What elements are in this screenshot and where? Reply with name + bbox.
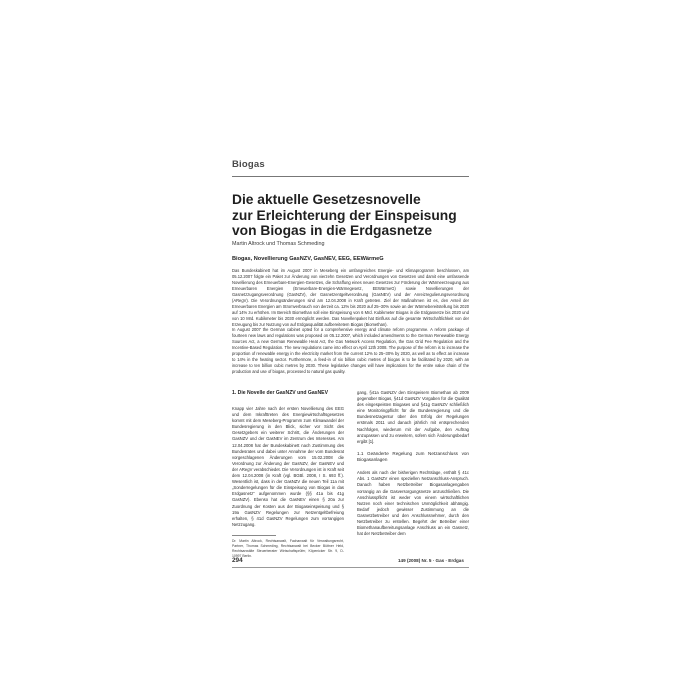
section-divider [232, 176, 469, 177]
body-paragraph: gang, §41a GasNZV den Einspeisern Biomethan ab 2009 gegenüber Biogas, §41d GasNZV Vorgaben für die Qualität des eingespeisten Biogases und §41g GasNZV schließlich eine Monitoringpflicht für die Bundesregierung und die Bundesnetzagentur über den Erfolg der Regelungen erstmals 2011 und danach jährlich mit entsprechenden Nachfolgen, wiederum mit der Aufgabe, den Auftrag anzupassen und zu erweitern, sofern sich Änderungsbedarf ergibt [1]. [357, 390, 469, 444]
article-keywords: Biogas, Novellierung GasNZV, GasNEV, EEG, EEWärmeG [232, 256, 384, 262]
page-number: 294 [232, 557, 243, 564]
body-column-right [357, 390, 469, 542]
title-line: Die aktuelle Gesetzesnovelle [232, 192, 421, 207]
body-paragraph: Knapp vier Jahre nach der ersten Novellierung des EEG und dem Inkrafttreten des Energiewirtschaftsgesetzes kommt mit dem Meseberg-Programm zum Klimawandel der Bundesregierung in den Blick, sicher vor Sicht des Gesetzgebers ein weiterer Schritt, die Änderungen der GasNZV und der GasNEV im Zentrum des Interesses. Am 12.04.2008 hat der Bundeskabinett nach Zustimmung des Bundesrates und dabei unter Annahme der vom Bundesrat vorgeschlagenen Änderungen vom 15.02.2008 die Verordnung zur Änderung der GasNZV, der GasNEV und der ARegV verabschiedet. Die Verordnungen ist in Kraft seit dem 12.04.2008 (in Kraft (vgl. BGBl. 2008, I S. 693 ff.). Wesentlich ist, dass in der GasNZV die neuen Teil 11a mit „Sonderregelungen für die Einspeisung von Biogas in das Erdgasnetz“ aufgenommen wurde (§§ 41a bis 41g GasNZV). Ebenso hat die GasNEV einen § 20a zur Zuordnung der Kosten aus der Biogaseinspeisung und § 19a GasNZV Regelungen zur Netzentgeltbefreiung erhalten, § 41d GasNZV Regelungen zum vorrangigen Netzzugang. [232, 406, 344, 527]
author-footnote: Dr. Martin Altrock, Rechtsanwalt, Fachanwalt für Verwaltungsrecht, Partner, Thomas Schmeding, Rechtsanwalt bei Becker Büttner Held, Rechtsanwälte Steuerberater Wirtschaftsprüfer, Köpenicker Str. 9, D-10997 Berlin. [232, 539, 344, 558]
journal-reference: 149 (2008) Nr. 5 · Gas · Erdgas [398, 558, 464, 563]
subsection-heading: 1.1 Geänderte Regelung zum Netzanschluss von Biogasanlagen [357, 450, 469, 463]
article-title [232, 192, 472, 239]
footer-divider [232, 567, 469, 568]
abstract-german: Das Bundeskabinett hat im August 2007 in Meseberg ein umfangreiches Energie- und Klimaprogramm beschlossen, am 05.12.2007 folgte ein Paket zur Änderung von vierzehn Gesetzen und Verordnungen von Gesetzen und damit eine umfassende Novellierung des Erneuerbare-Energien-Gesetzes, die Schaffung eines neuen Gesetzes zur Förderung der Wärmeerzeugung aus Erneuerbaren Energien (Erneuerbare-Energien-Wärmegesetz, EEWärmeG) sowie Novellierungen der Gasnetzzugangsverordnung (GasNZV), der Gasnetzentgeltverordnung (GasNEV) und der Anreizregulierungsverordnung (ARegV). Die Verordnungsänderungen sind am 12.04.2008 in Kraft getreten. Ziel der Maßnahmen ist es, den Anteil der Erneuerbaren Energien am Stromverbrauch von derzeit ca. 12% bis 2020 auf 25–30% sowie an der Wärmebereitstellung bis 2020 auf 14% zu erhöhen. Im Bereich Biomethan soll eine Einspeisung von 6 Mrd. Kubikmeter Biogas in die Erdgasnetze bis 2020 und von 10 Mrd. Kubikmeter bis 2030 ermöglicht werden. Das Novellenpaket hat Einfluss auf die gesamte Wirtschaftlichkeit von der Erzeugung bis zur Nutzung von auf Erdgasqualität aufbereitetem Biogas (Biomethan). [232, 268, 469, 327]
body-paragraph: Anders als nach der bisherigen Rechtslage, enthält § 41c Abs. 1 GasNZV einen speziellen Netzanschluss-Anspruch. Danach haben Netzbetreiber Biogasanlagengaben vorrangig an die Gasversorgungsnetze anzuschließen. Die Anschlusspflicht ist weder von einem wirtschaftlichen Nutzen noch einer technischen Unmöglichkeit abhängig. Bedarf jedoch gewisser Zustimmung an die Gasnetzbetreiber und den Anschlussnehmer, durch den Netzbetreiber zu erstellen. Begehrt der Betreiber einer Biomethanaufbereitungsanlage Anschluss an ein Gasnetz, hat der Netzbetreiber dem [357, 470, 469, 537]
article-authors: Martin Altrock und Thomas Schmeding [232, 241, 325, 247]
title-line: zur Erleichterung der Einspeisung [232, 207, 457, 223]
footnote-divider [232, 535, 276, 536]
section-label: Biogas [232, 159, 265, 170]
abstract-english: In August 2007 the German cabinet opted for a comprehensive energy and climate reform programme. A reform package of fourteen new laws and regulations was proposed on 05.12.2007, which included amendments to the German Renewable Energy Sources Act, a new German Renewable Heat Act, the Gas Network Access Regulation, the Gas Grid Fee Regulation and the Incentive-Based Regulation. The new regulations came into effect on April 12th 2008. The purpose of the reform is to increase the proportion of renewable energy in the electricity market from the current 12% to 25–30% by 2020, as well as to effect an increase to 14% in the heating sector. Furthermore, a feed-in of six billion cubic metres of biogas is to be facilitated by 2020, with an increase to ten billion cubic metres by 2030. These legislative changes will have implications for the entire value chain of the production and use of biogas, processed to natural gas quality. [232, 327, 469, 374]
section-heading: 1. Die Novelle der GasNZV und GasNEV [232, 390, 328, 396]
body-column-left [232, 390, 344, 533]
title-line: von Biogas in die Erdgasnetze [232, 223, 433, 238]
